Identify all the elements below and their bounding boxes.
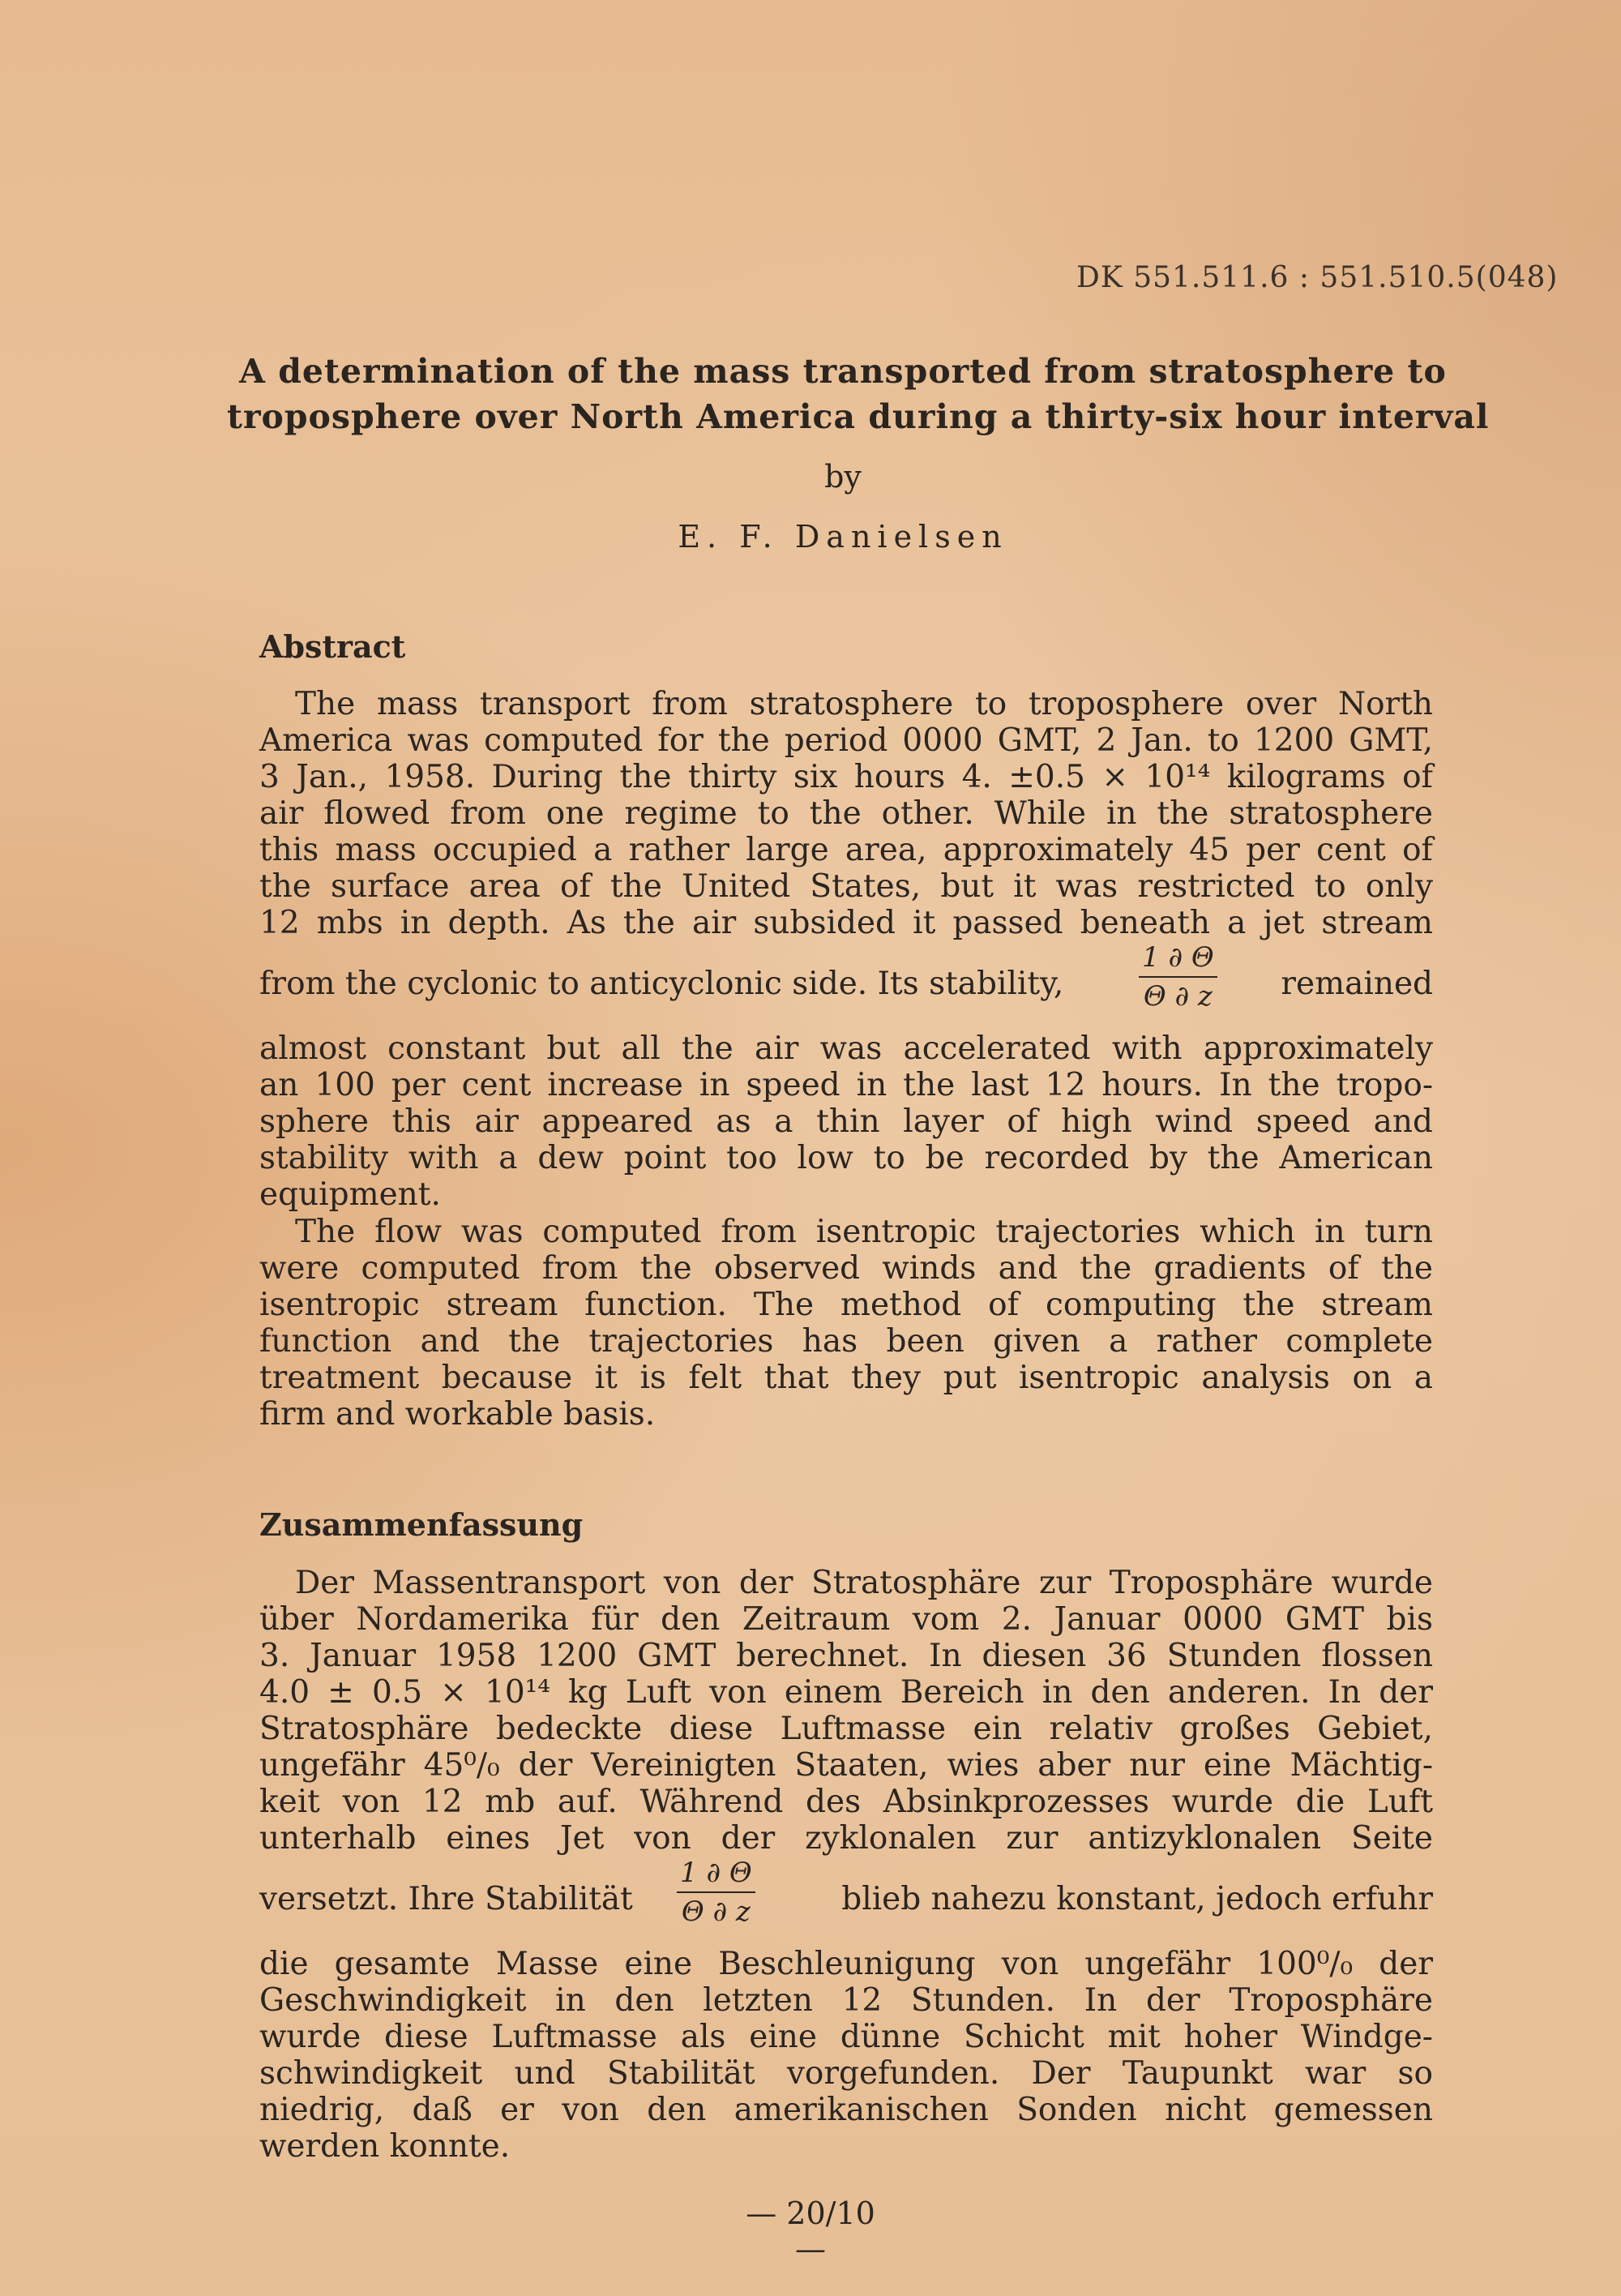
text-line: schwindigkeit und Stabilität vorgefunden. Der Taupunkt war so (259, 2055, 1433, 2092)
abstract-paragraph-2 (259, 1214, 1433, 1433)
page-number: — 20/10 — (746, 2195, 875, 2267)
text-line: treatment because it is felt that they put isentropic analysis on a (259, 1360, 1433, 1396)
byline: by (824, 459, 862, 495)
formula-right-text: blieb nahezu konstant, jedoch erfuhr (841, 1881, 1433, 1917)
fraction-bar (1139, 976, 1217, 978)
text-line: equipment. (259, 1176, 441, 1213)
text-line: 12 mbs in depth. As the air subsided it passed beneath a jet stream (259, 905, 1433, 941)
abstract-heading: Abstract (259, 628, 406, 665)
text-line: firm and workable basis. (259, 1396, 656, 1433)
text-line: werden konnte. (259, 2128, 511, 2165)
text-line: were computed from the observed winds and the gradients of the (259, 1250, 1433, 1287)
fraction-denominator: Θ ∂ z (681, 1895, 751, 1928)
text-line: The flow was computed from isentropic trajectories which in turn (295, 1214, 1433, 1250)
text-line: 3 Jan., 1958. During the thirty six hours 4. ±0.5 × 10¹⁴ kilograms of (259, 759, 1433, 795)
text-line: unterhalb eines Jet von der zyklonalen zur antizyklonalen Seite (259, 1820, 1433, 1857)
title-line-2: troposphere over North America during a thirty-six hour interval (227, 397, 1490, 436)
text-line: die gesamte Masse eine Beschleunigung von ungefähr 100⁰/₀ der (259, 1946, 1433, 1982)
text-line: Der Massentransport von der Stratosphäre zur Troposphäre wurde (295, 1565, 1433, 1601)
text-line: keit von 12 mb auf. Während des Absinkprozesses wurde die Luft (259, 1784, 1433, 1820)
text-line: an 100 per cent increase in speed in the last 12 hours. In the tropo- (259, 1067, 1433, 1103)
text-line: the surface area of the United States, but it was restricted to only (259, 868, 1433, 905)
author-name: E. F. Danielsen (678, 519, 1008, 555)
text-line: sphere this air appeared as a thin layer of high wind speed and (259, 1103, 1433, 1140)
text-line: isentropic stream function. The method of computing the stream (259, 1287, 1433, 1323)
text-line: 4.0 ± 0.5 × 10¹⁴ kg Luft von einem Bereich in den anderen. In der (259, 1674, 1433, 1711)
formula-left-text: from the cyclonic to anticyclonic side. Its stability, (259, 966, 1064, 1002)
paper-title (227, 349, 1490, 439)
text-line: Geschwindigkeit in den letzten 12 Stunden. In der Troposphäre (259, 1982, 1433, 2019)
formula-right-text: remained (1281, 966, 1433, 1002)
fraction-numerator: 1 ∂ Θ (680, 1857, 752, 1889)
zusammenfassung-paragraph (259, 1565, 1433, 2165)
stabilitaet-formula-line (259, 1857, 1433, 1946)
text-line: ungefähr 45⁰/₀ der Vereinigten Staaten, wies aber nur eine Mächtig- (259, 1747, 1433, 1784)
stability-formula-line (259, 941, 1433, 1030)
text-line: Stratosphäre bedeckte diese Luftmasse ein relativ großes Gebiet, (259, 1711, 1433, 1747)
text-line: 3. Januar 1958 1200 GMT berechnet. In diesen 36 Stunden flossen (259, 1638, 1433, 1674)
fraction-numerator: 1 ∂ Θ (1142, 941, 1214, 974)
fraction-denominator: Θ ∂ z (1143, 980, 1213, 1013)
text-line: über Nordamerika für den Zeitraum vom 2. Januar 0000 GMT bis (259, 1601, 1433, 1638)
title-line-1: A determination of the mass transported from stratosphere to (239, 352, 1447, 391)
dk-classification: DK 551.511.6 : 551.510.5(048) (1076, 261, 1559, 294)
zusammenfassung-heading: Zusammenfassung (259, 1506, 584, 1543)
text-line: air flowed from one regime to the other. While in the stratosphere (259, 795, 1433, 832)
text-line: function and the trajectories has been given a rather complete (259, 1323, 1433, 1360)
text-line: wurde diese Luftmasse als eine dünne Schicht mit hoher Windge- (259, 2019, 1433, 2055)
stability-fraction (1139, 941, 1217, 1013)
text-line: almost constant but all the air was accelerated with approximately (259, 1030, 1433, 1067)
abstract-paragraph-1 (259, 686, 1433, 1213)
text-line: stability with a dew point too low to be recorded by the American (259, 1140, 1433, 1176)
text-line: niedrig, daß er von den amerikanischen Sonden nicht gemessen (259, 2092, 1433, 2128)
formula-left-text: versetzt. Ihre Stabilität (259, 1881, 633, 1917)
fraction-bar (677, 1891, 755, 1893)
stabilitaet-fraction (677, 1857, 755, 1928)
text-line: America was computed for the period 0000 GMT, 2 Jan. to 1200 GMT, (259, 722, 1433, 759)
text-line: The mass transport from stratosphere to troposphere over North (295, 686, 1433, 722)
text-line: this mass occupied a rather large area, approximately 45 per cent of (259, 832, 1433, 868)
